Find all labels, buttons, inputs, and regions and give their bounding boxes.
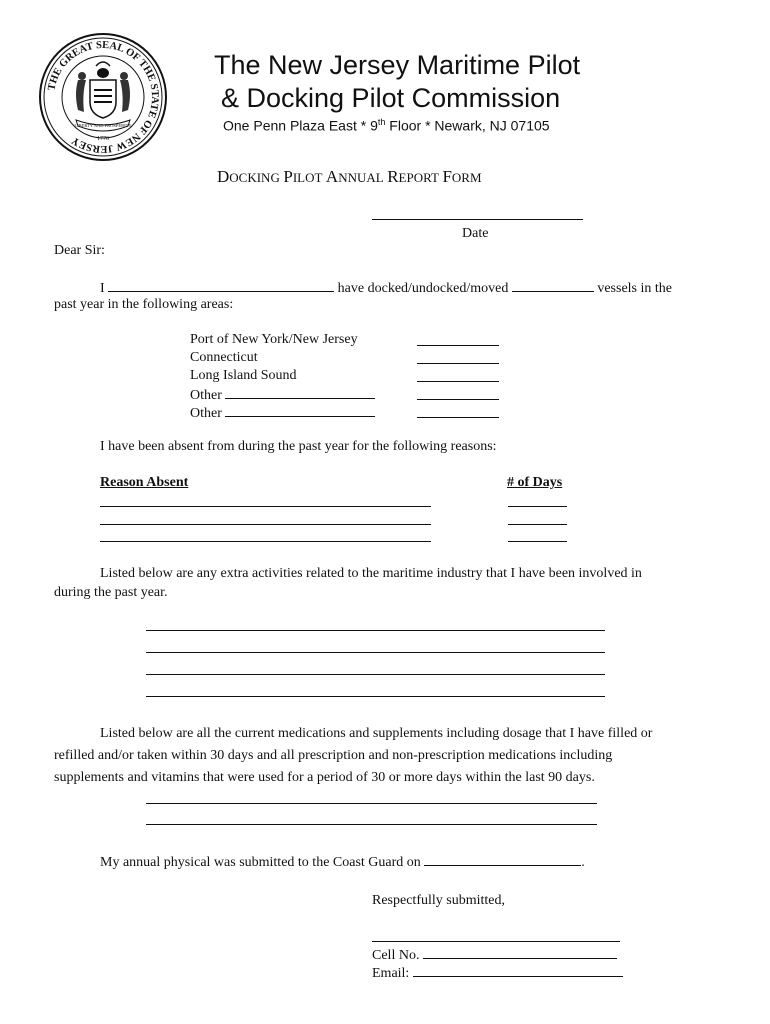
medication-field-1[interactable] — [146, 803, 597, 804]
pilot-name-field[interactable] — [108, 279, 334, 292]
reason-absent-header: Reason Absent — [100, 475, 189, 490]
respectfully-submitted: Respectfully submitted, — [372, 893, 505, 908]
seal-ring-text: THE GREAT SEAL OF THE STATE OF NEW JERSEY — [46, 39, 161, 155]
area-other2: Other — [190, 404, 375, 422]
email-row: Email: — [372, 964, 623, 982]
commission-address: One Penn Plaza East * 9th Floor * Newark, NJ 07105 — [223, 117, 550, 134]
form-title: DOCKING PILOT ANNUAL REPORT FORM — [217, 167, 482, 186]
activity-field-2[interactable] — [146, 652, 605, 653]
reason-field-1[interactable] — [100, 506, 431, 507]
area-other1: Other — [190, 386, 375, 404]
vessel-count-field[interactable] — [512, 279, 594, 292]
cell-number-field[interactable] — [423, 946, 617, 959]
date-field[interactable] — [372, 219, 583, 220]
area-long-island-label: Long Island Sound — [190, 368, 297, 383]
activities-text-line2: during the past year. — [54, 585, 168, 600]
area-port-count-field[interactable] — [417, 345, 499, 346]
days-field-3[interactable] — [508, 541, 567, 542]
medications-text-line1: Listed below are all the current medications and supplements including dosage that I have filled or — [100, 726, 653, 741]
date-label: Date — [462, 226, 489, 241]
other2-name-field[interactable] — [225, 404, 375, 417]
medication-field-2[interactable] — [146, 824, 597, 825]
other1-name-field[interactable] — [225, 386, 375, 399]
area-connecticut-count-field[interactable] — [417, 363, 499, 364]
activity-field-3[interactable] — [146, 674, 605, 675]
medications-text-line3: supplements and vitamins that were used for a period of 30 or more days within the last 90 days. — [54, 770, 595, 785]
area-long-island-count-field[interactable] — [417, 381, 499, 382]
area-other2-count-field[interactable] — [417, 417, 499, 418]
activities-text-line1: Listed below are any extra activities related to the maritime industry that I have been involved in — [100, 566, 642, 581]
area-port-label: Port of New York/New Jersey — [190, 332, 358, 347]
days-header: # of Days — [507, 475, 563, 490]
seal-ribbon-text: LIBERTY AND PROSPERITY — [74, 123, 132, 128]
commission-title-line2: & Docking Pilot Commission — [221, 83, 561, 113]
intro-line: I have docked/undocked/moved vessels in the — [100, 281, 672, 296]
reason-field-2[interactable] — [100, 524, 431, 525]
activity-field-1[interactable] — [146, 630, 605, 631]
days-field-2[interactable] — [508, 524, 567, 525]
physical-date-field[interactable] — [424, 853, 581, 866]
intro-line2: past year in the following areas: — [54, 297, 234, 312]
seal-date-text: 1776 — [97, 136, 109, 142]
physical-line: My annual physical was submitted to the Coast Guard on . — [100, 855, 585, 870]
state-seal-image — [38, 32, 168, 162]
medications-text-line2: refilled and/or taken within 30 days and all prescription and non-prescription medications including — [54, 748, 613, 763]
activity-field-4[interactable] — [146, 696, 605, 697]
absence-intro: I have been absent from during the past year for the following reasons: — [100, 439, 497, 454]
reason-field-3[interactable] — [100, 541, 431, 542]
email-field[interactable] — [413, 964, 623, 977]
salutation: Dear Sir: — [54, 243, 105, 258]
area-connecticut-label: Connecticut — [190, 350, 258, 365]
signature-field[interactable] — [372, 941, 620, 942]
cell-row: Cell No. — [372, 946, 617, 964]
area-other1-count-field[interactable] — [417, 399, 499, 400]
commission-title-line1: The New Jersey Maritime Pilot — [214, 50, 581, 80]
days-field-1[interactable] — [508, 506, 567, 507]
